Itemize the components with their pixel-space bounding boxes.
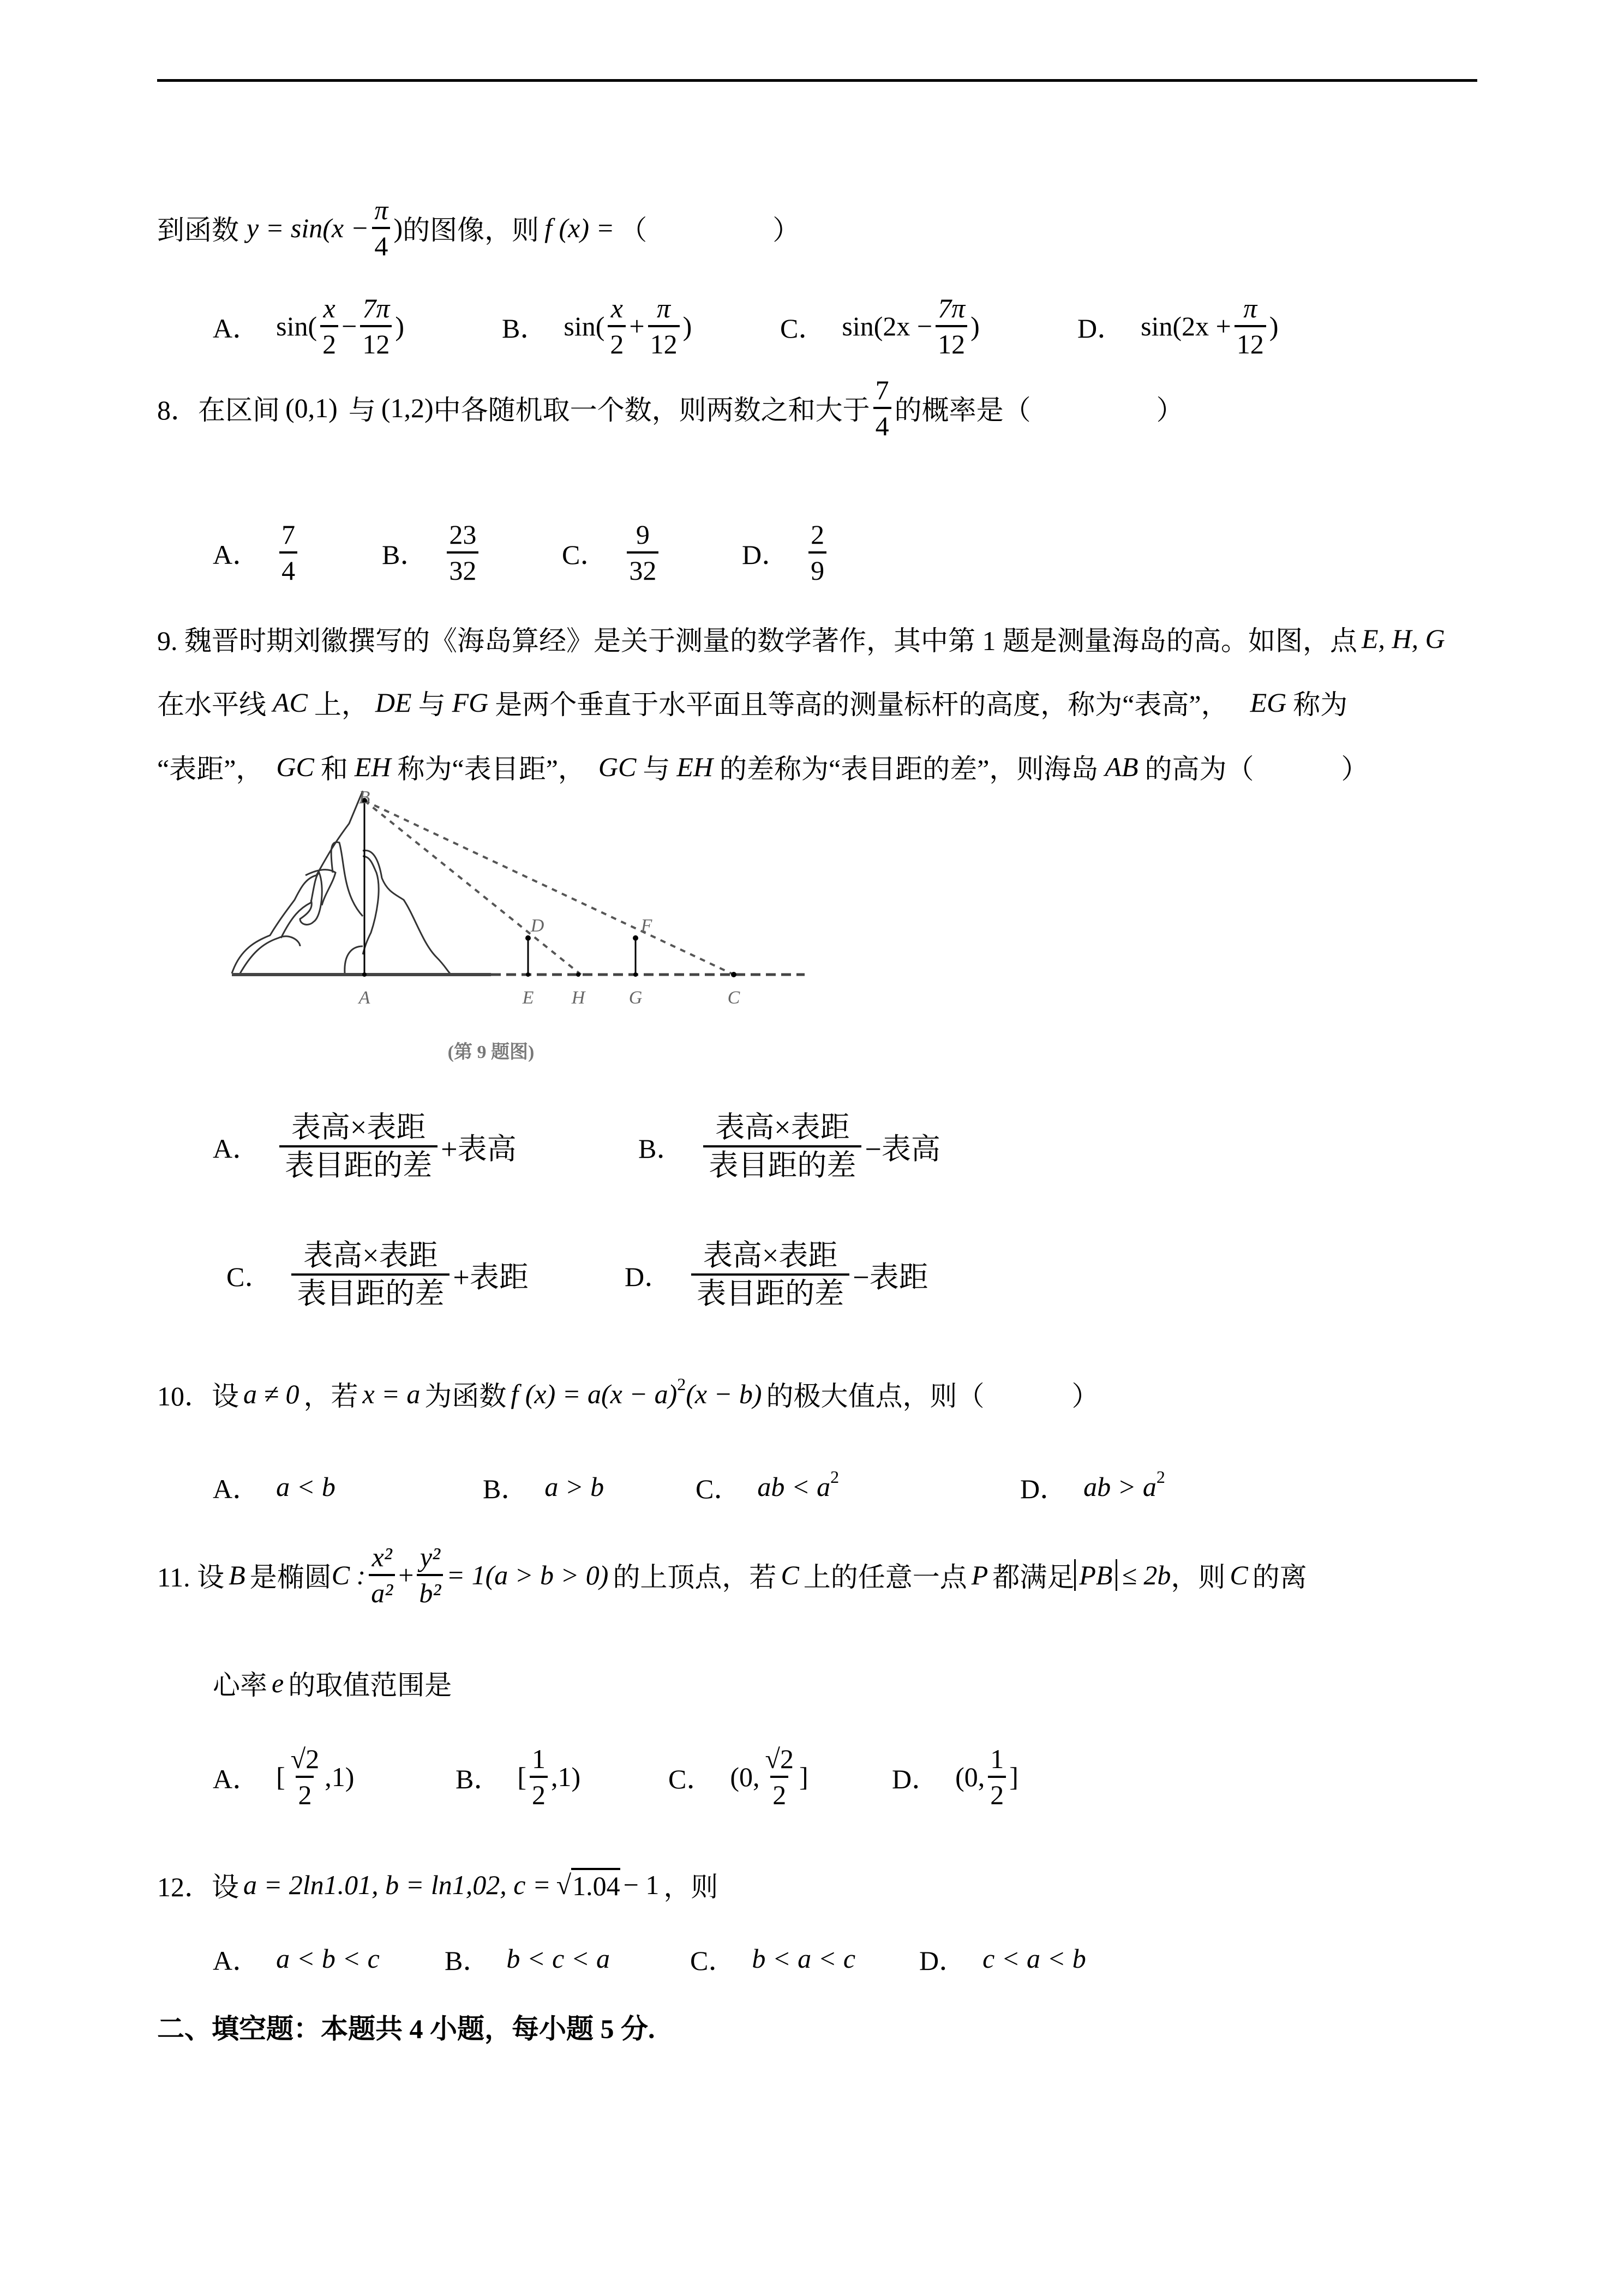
q8-interval-2: (1,2) xyxy=(381,393,434,423)
frac-num: √2 xyxy=(765,1744,794,1774)
q7-blank-close: ） xyxy=(772,215,800,245)
q9-text: 的高为（ xyxy=(1144,754,1254,784)
q11-abs-pb: PB xyxy=(1074,1559,1117,1591)
q7-stem-suffix: 的图像，则 xyxy=(403,215,540,245)
option-pre: sin( xyxy=(564,311,605,341)
label-H: H xyxy=(571,988,585,1008)
q8-stem xyxy=(157,376,1184,440)
q8-option-c[interactable] xyxy=(562,521,662,584)
frac-num: 表高×表距 xyxy=(715,1111,850,1144)
q7-stem-frac xyxy=(372,196,390,260)
option-label: D． xyxy=(1077,313,1125,344)
frac-den: 2 xyxy=(608,325,626,358)
q9-math: E, H, G xyxy=(1362,623,1445,654)
frac-num: x xyxy=(610,293,623,323)
option-label: A． xyxy=(213,313,260,344)
option-label: A． xyxy=(213,1945,260,1976)
option-label: D． xyxy=(742,539,789,570)
q10-text: 的极大值点，则（ xyxy=(766,1381,985,1411)
point-D xyxy=(525,935,531,941)
q10-math: f (x) = a(x − a) xyxy=(511,1379,678,1409)
q10-number: 10．设 xyxy=(157,1381,239,1411)
q10-option-a[interactable] xyxy=(213,1467,335,1506)
q8-text: 与 xyxy=(348,395,376,425)
frac-num: 7 xyxy=(281,519,296,550)
frac-den: 2 xyxy=(770,1776,788,1808)
q7-stem-close: ) xyxy=(393,213,403,243)
q9-text: ） xyxy=(1341,754,1369,784)
q11-math: e xyxy=(272,1668,284,1698)
frac-den: 32 xyxy=(447,551,478,584)
option-label: A． xyxy=(213,1474,260,1504)
option-tail: +表距 xyxy=(453,1260,529,1294)
q10-option-d[interactable] xyxy=(1020,1467,1165,1506)
frac-den: 2 xyxy=(296,1776,314,1808)
q8-text: ） xyxy=(1156,395,1184,425)
frac-den: 表目距的差 xyxy=(279,1145,438,1180)
q9-text: 与 xyxy=(418,689,446,720)
q11-text: 的离 xyxy=(1252,1562,1307,1592)
q8-option-a[interactable] xyxy=(213,521,301,584)
q11-text: 的上顶点，若 xyxy=(613,1562,777,1592)
q11-option-d[interactable] xyxy=(892,1745,1018,1808)
q9-option-d[interactable] xyxy=(625,1241,928,1308)
frac-den: 2 xyxy=(988,1776,1006,1808)
q9-text: 的差称为“表目距的差”，则海岛 xyxy=(720,754,1099,784)
option-pre: sin( xyxy=(276,311,317,341)
frac-den: a² xyxy=(369,1574,395,1607)
q10-option-c[interactable] xyxy=(696,1467,839,1506)
q10-math: (x − b) xyxy=(686,1379,762,1409)
option-label: C． xyxy=(668,1764,714,1794)
option-label: B． xyxy=(445,1945,490,1976)
option-expr: b < a < c xyxy=(752,1943,856,1974)
q11-stem xyxy=(157,1543,1307,1607)
option-post: ) xyxy=(395,311,405,341)
q11-text: 都满足 xyxy=(992,1562,1075,1592)
header-rule xyxy=(157,79,1477,82)
q9-text: 与 xyxy=(643,754,670,784)
frac-num: y² xyxy=(420,1542,440,1572)
frac-num: π xyxy=(1243,293,1257,323)
q9-line-2 xyxy=(157,683,1347,722)
point-A xyxy=(362,972,367,977)
option-label: A． xyxy=(213,1764,260,1794)
q11-number: 11. 设 xyxy=(157,1562,225,1592)
q9-math: FG xyxy=(452,687,489,718)
frac-den: 12 xyxy=(936,325,967,358)
label-A: A xyxy=(358,988,370,1008)
point-E xyxy=(526,972,530,977)
q11-math: C : xyxy=(331,1560,366,1590)
q11-option-a[interactable] xyxy=(213,1745,354,1808)
frac-num: 2 xyxy=(811,519,825,550)
option-label: C． xyxy=(690,1945,736,1976)
q11-text: ，则 xyxy=(1171,1562,1226,1592)
q9-text: 和 xyxy=(320,754,348,784)
frac-num: 1 xyxy=(532,1744,546,1774)
frac-den: 9 xyxy=(808,551,826,584)
island-drawing xyxy=(232,791,450,973)
label-C: C xyxy=(727,988,740,1008)
frac-num: 7π xyxy=(938,293,966,323)
option-expr: b < c < a xyxy=(506,1943,610,1974)
option-op: − xyxy=(341,311,357,341)
q12-number: 12．设 xyxy=(157,1872,239,1902)
frac-den: 表目距的差 xyxy=(691,1273,849,1308)
point-G xyxy=(633,972,638,977)
option-expr: a < b < c xyxy=(276,1943,380,1974)
frac-num: 表高×表距 xyxy=(291,1111,426,1144)
q9-text: 9. 魏晋时期刘徽撰写的《海岛算经》是关于测量的数学著作，其中第 1 题是测量海岛的高。如图，点 xyxy=(157,626,1357,656)
q9-line-3 xyxy=(157,747,1369,786)
q9-option-b[interactable] xyxy=(638,1113,940,1180)
q9-text: “表距”， xyxy=(157,754,263,784)
q12-option-b[interactable] xyxy=(445,1939,610,1978)
q9-option-a[interactable] xyxy=(213,1113,517,1180)
q11-math: C xyxy=(781,1560,799,1590)
section-2-heading: 二、填空题：本题共 4 小题，每小题 5 分. xyxy=(157,2013,655,2044)
q7-stem-prefix: 到函数 xyxy=(157,215,239,245)
option-pre: sin(2x − xyxy=(842,311,933,341)
frac-num: 1 xyxy=(990,1744,1004,1774)
q8-option-b[interactable] xyxy=(382,521,482,584)
option-expr: c < a < b xyxy=(982,1943,1086,1974)
q9-math: EH xyxy=(676,752,714,782)
option-open: (0, xyxy=(730,1762,760,1792)
frac-den: 12 xyxy=(648,325,680,358)
q7-option-b[interactable] xyxy=(502,294,692,358)
q7-option-a[interactable] xyxy=(213,294,404,358)
frac-num: 7 xyxy=(875,375,889,405)
frac-den: 2 xyxy=(320,325,338,358)
option-tail: −表距 xyxy=(853,1260,928,1294)
q9-text: 称为 xyxy=(1293,689,1348,720)
q9-math: EH xyxy=(354,752,391,782)
q12-text: ，则 xyxy=(663,1872,718,1902)
q10-text: ，若 xyxy=(303,1381,358,1411)
q11-text: 的取值范围是 xyxy=(288,1670,452,1700)
q12-option-d[interactable] xyxy=(919,1939,1086,1978)
q12-math: − 1 xyxy=(623,1870,660,1900)
option-expr: a > b xyxy=(544,1471,604,1502)
option-label: D． xyxy=(919,1945,967,1976)
frac-den: 4 xyxy=(873,407,891,440)
option-pre: sin(2x + xyxy=(1141,311,1231,341)
frac-den: 表目距的差 xyxy=(703,1145,861,1180)
option-label: D． xyxy=(1020,1474,1068,1504)
q11-option-b[interactable] xyxy=(456,1745,580,1808)
option-post: ) xyxy=(1269,311,1279,341)
q9-line-1 xyxy=(157,619,1445,658)
option-label: A． xyxy=(213,1133,260,1164)
figure-caption: (第 9 题图) xyxy=(447,1042,535,1062)
q9-figure xyxy=(218,791,873,1091)
q9-text: 在水平线 xyxy=(157,689,266,720)
frac-den: 2 xyxy=(530,1776,548,1808)
q8-interval-1: (0,1) xyxy=(285,393,338,423)
option-label: B． xyxy=(483,1474,529,1504)
option-op: + xyxy=(629,311,645,341)
q10-text: ） xyxy=(1071,1381,1099,1411)
q11-math: = 1(a > b > 0) xyxy=(446,1560,609,1590)
q12-sqrt-body: 1.04 xyxy=(571,1868,620,1902)
frac-den: b² xyxy=(417,1574,443,1607)
q9-text: 上， xyxy=(314,689,369,720)
q8-text: 中各随机取一个数，则两数之和大于 xyxy=(433,395,870,425)
q10-option-b[interactable] xyxy=(483,1467,604,1506)
q10-text: 为函数 xyxy=(424,1381,507,1411)
q10-exponent: 2 xyxy=(677,1374,686,1394)
label-E: E xyxy=(522,988,534,1008)
frac-num: 7π xyxy=(362,293,390,323)
q9-math: AC xyxy=(273,687,308,718)
frac-num: √2 xyxy=(290,1744,320,1774)
q11-math: B xyxy=(229,1560,245,1590)
sightline-BH xyxy=(364,801,581,975)
option-rest: ] xyxy=(799,1762,808,1792)
frac-den: 表目距的差 xyxy=(291,1273,450,1308)
frac-num: π xyxy=(657,293,671,323)
q11-option-c[interactable] xyxy=(668,1745,808,1808)
q9-math: EG xyxy=(1250,687,1287,718)
q10-stem xyxy=(157,1374,1099,1414)
q11-text: 上的任意一点 xyxy=(803,1562,967,1592)
q7-option-c[interactable] xyxy=(780,294,980,358)
q9-option-c[interactable] xyxy=(226,1241,529,1308)
q10-math: a ≠ 0 xyxy=(243,1379,299,1409)
q11-math: C xyxy=(1230,1560,1248,1590)
q8-option-d[interactable] xyxy=(742,521,830,584)
q9-math: GC xyxy=(598,752,637,782)
label-F: F xyxy=(640,916,652,936)
q9-math: AB xyxy=(1105,752,1138,782)
frac-den: 12 xyxy=(1235,325,1266,358)
q11-stem-line-2 xyxy=(213,1663,452,1703)
option-label: C． xyxy=(780,313,826,344)
point-H xyxy=(576,972,580,977)
option-label: C． xyxy=(696,1474,741,1504)
option-exponent: 2 xyxy=(830,1466,840,1487)
label-D: D xyxy=(530,916,544,936)
q9-math: GC xyxy=(276,752,314,782)
q8-number: 8． xyxy=(157,395,198,425)
option-open: [ xyxy=(517,1762,527,1792)
q9-math: DE xyxy=(375,687,412,718)
option-post: ) xyxy=(682,311,692,341)
option-label: C． xyxy=(562,539,608,570)
option-open: (0, xyxy=(955,1762,985,1792)
option-label: B． xyxy=(502,313,548,344)
q7-stem-eq: y = sin(x − xyxy=(247,213,369,243)
option-tail: +表高 xyxy=(441,1132,517,1165)
option-label: D． xyxy=(625,1261,672,1292)
frac-den: 4 xyxy=(279,551,297,584)
q8-text: 在区间 xyxy=(198,395,280,425)
frac-den: 32 xyxy=(627,551,658,584)
q7-stem xyxy=(157,196,800,260)
frac-num: 9 xyxy=(636,519,650,550)
sqrt-icon: √ xyxy=(556,1870,572,1900)
q8-text: 的概率是（ xyxy=(894,395,1031,425)
frac-den: 12 xyxy=(360,325,392,358)
option-label: C． xyxy=(226,1261,272,1292)
option-label: B． xyxy=(638,1133,684,1164)
option-tail: −表高 xyxy=(865,1132,940,1165)
q11-math: ≤ 2b xyxy=(1122,1560,1171,1590)
option-label: B． xyxy=(382,539,428,570)
q9-text: 是两个垂直于水平面且等高的测量标杆的高度，称为“表高”， xyxy=(495,689,1229,720)
q7-stem-f: f (x) = xyxy=(544,213,615,243)
q11-math: + xyxy=(398,1560,414,1590)
q12-option-a[interactable] xyxy=(213,1939,380,1978)
point-C xyxy=(731,972,736,977)
point-F xyxy=(633,935,638,941)
frac-num: 表高×表距 xyxy=(703,1239,838,1272)
q7-stem-frac-den: 4 xyxy=(372,227,390,260)
option-label: B． xyxy=(456,1764,501,1794)
label-G: G xyxy=(628,988,643,1008)
option-post: ) xyxy=(970,311,980,341)
frac-num: 表高×表距 xyxy=(303,1239,438,1272)
q11-text: 是椭圆 xyxy=(249,1562,332,1592)
q7-option-d[interactable] xyxy=(1077,294,1278,358)
frac-num: 23 xyxy=(449,519,477,550)
sightline-BC xyxy=(364,801,734,975)
q10-math: x = a xyxy=(362,1379,421,1409)
q12-math: a = 2ln1.01, b = ln1,02, c = xyxy=(243,1870,551,1900)
q12-stem xyxy=(157,1865,718,1904)
label-B: B xyxy=(358,791,370,808)
option-rest: ,1) xyxy=(551,1762,581,1792)
q9-text: 称为“表目距”， xyxy=(397,754,585,784)
q11-math: P xyxy=(971,1560,988,1590)
option-rest: ] xyxy=(1009,1762,1018,1792)
option-label: D． xyxy=(892,1764,939,1794)
frac-num: x xyxy=(323,293,335,323)
q11-text: 心率 xyxy=(213,1670,267,1700)
q7-stem-frac-num: π xyxy=(374,195,388,225)
option-open: [ xyxy=(276,1762,285,1792)
option-exponent: 2 xyxy=(1156,1466,1165,1487)
option-expr: ab < a xyxy=(757,1471,831,1502)
frac-num: x² xyxy=(371,1542,392,1572)
q12-option-c[interactable] xyxy=(690,1939,855,1978)
option-rest: ,1) xyxy=(325,1762,355,1792)
option-label: A． xyxy=(213,539,260,570)
option-expr: ab > a xyxy=(1083,1471,1156,1502)
q7-blank-open: （ xyxy=(620,215,648,245)
option-expr: a < b xyxy=(276,1471,335,1502)
